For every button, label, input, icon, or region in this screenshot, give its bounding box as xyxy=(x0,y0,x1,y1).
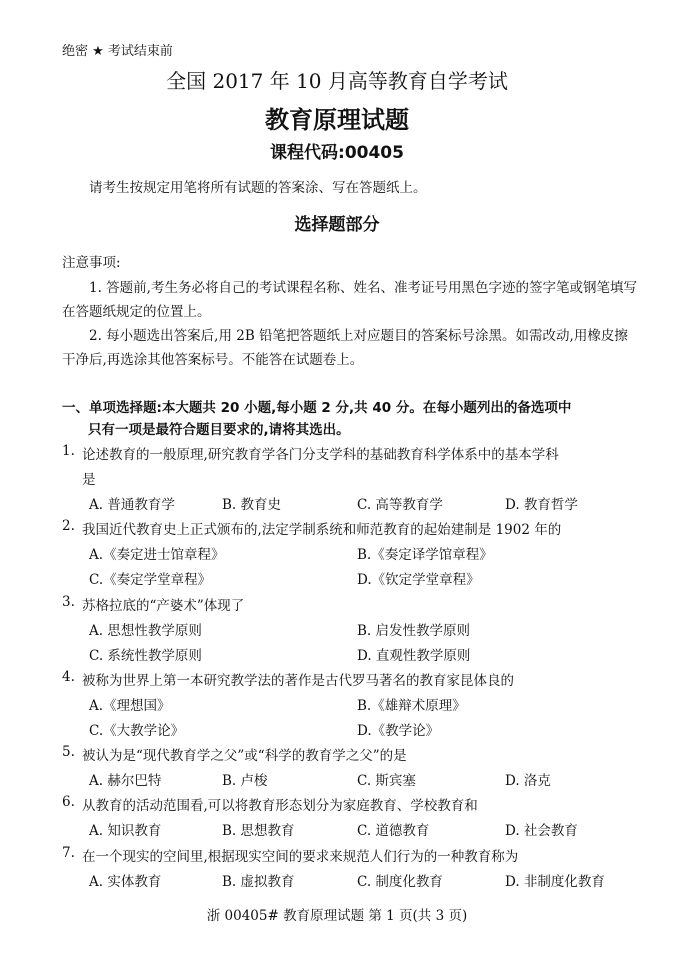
question-number: 4. xyxy=(62,669,75,685)
question-number: 7. xyxy=(62,845,75,861)
option: D. 社会教育 xyxy=(505,823,578,839)
confidential-label: 绝密 ★ 考试结束前 xyxy=(62,44,173,59)
option: D.《教学论》 xyxy=(357,723,440,739)
question-text: 从教育的活动范围看,可以将教育形态划分为家庭教育、学校教育和 xyxy=(82,798,478,814)
question-text: 苏格拉底的“产婆术”体现了 xyxy=(82,598,245,614)
option: A.《理想国》 xyxy=(89,698,171,714)
option: B. 启发性教学原则 xyxy=(357,623,471,639)
option: B.《雄辩术原理》 xyxy=(357,698,466,714)
question-text: 是 xyxy=(82,472,96,488)
note-line: 在答题纸规定的位置上。 xyxy=(62,304,211,320)
page-footer: 浙 00405# 教育原理试题 第 1 页(共 3 页) xyxy=(206,908,468,924)
note-line: 2. 每小题选出答案后,用 2B 铅笔把答题纸上对应题目的答案标号涂黑。如需改动,用橡皮擦 xyxy=(89,328,628,344)
option: D. 洛克 xyxy=(505,773,551,789)
question-text: 在一个现实的空间里,根据现实空间的要求来规范人们行为的一种教育称为 xyxy=(82,849,519,865)
question-number: 1. xyxy=(62,443,75,459)
option: A.《奏定进士馆章程》 xyxy=(89,547,225,563)
option: B. 虚拟教育 xyxy=(222,874,295,890)
question-text: 我国近代教育史上正式颁布的,法定学制系统和师范教育的起始建制是 1902 年的 xyxy=(82,522,562,538)
option: D. 非制度化教育 xyxy=(505,874,605,890)
option: A. 知识教育 xyxy=(89,823,162,839)
course-code: 课程代码:00405 xyxy=(270,143,404,163)
option: A. 实体教育 xyxy=(89,874,162,890)
part-heading: 一、单项选择题:本大题共 20 小题,每小题 2 分,共 40 分。在每小题列出的备选项中 xyxy=(62,400,572,416)
option: C.《奏定学堂章程》 xyxy=(89,572,212,588)
option: C. 斯宾塞 xyxy=(357,773,416,789)
option: A. 赫尔巴特 xyxy=(89,773,162,789)
option: B. 卢梭 xyxy=(222,773,268,789)
option: C. 制度化教育 xyxy=(357,874,443,890)
option: C. 道德教育 xyxy=(357,823,430,839)
option: B. 教育史 xyxy=(222,497,282,513)
option: D. 教育哲学 xyxy=(505,497,578,513)
option: C. 高等教育学 xyxy=(357,497,443,513)
option: C.《大教学论》 xyxy=(89,723,185,739)
option: D.《钦定学堂章程》 xyxy=(357,572,480,588)
part-heading: 只有一项是最符合题目要求的,请将其选出。 xyxy=(88,422,350,438)
note-line: 1. 答题前,考生务必将自己的考试课程名称、姓名、准考证号用黑色字迹的签字笔或钢笔填写 xyxy=(89,280,637,296)
question-text: 被认为是“现代教育学之父”或“科学的教育学之父”的是 xyxy=(82,748,407,764)
question-text: 论述教育的一般原理,研究教育学各门分支学科的基础教育科学体系中的基本学科 xyxy=(82,447,559,463)
option: A. 普通教育学 xyxy=(89,497,175,513)
section-title: 选择题部分 xyxy=(294,215,380,235)
question-text: 被称为世界上第一本研究教学法的著作是古代罗马著名的教育家昆体良的 xyxy=(82,673,514,689)
option: B.《奏定译学馆章程》 xyxy=(357,547,493,563)
question-number: 2. xyxy=(62,518,75,534)
option: B. 思想教育 xyxy=(222,823,295,839)
note-line: 干净后,再选涂其他答案标号。不能答在试题卷上。 xyxy=(62,352,364,368)
general-instruction: 请考生按规定用笔将所有试题的答案涂、写在答题纸上。 xyxy=(89,180,427,196)
option: D. 直观性教学原则 xyxy=(357,648,471,664)
paper-title: 教育原理试题 xyxy=(265,106,409,134)
question-number: 5. xyxy=(62,744,75,760)
option: A. 思想性教学原则 xyxy=(89,623,202,639)
notes-title: 注意事项: xyxy=(62,255,121,271)
question-number: 3. xyxy=(62,594,75,610)
question-number: 6. xyxy=(62,794,75,810)
option: C. 系统性教学原则 xyxy=(89,648,202,664)
exam-title: 全国 2017 年 10 月高等教育自学考试 xyxy=(166,69,508,93)
